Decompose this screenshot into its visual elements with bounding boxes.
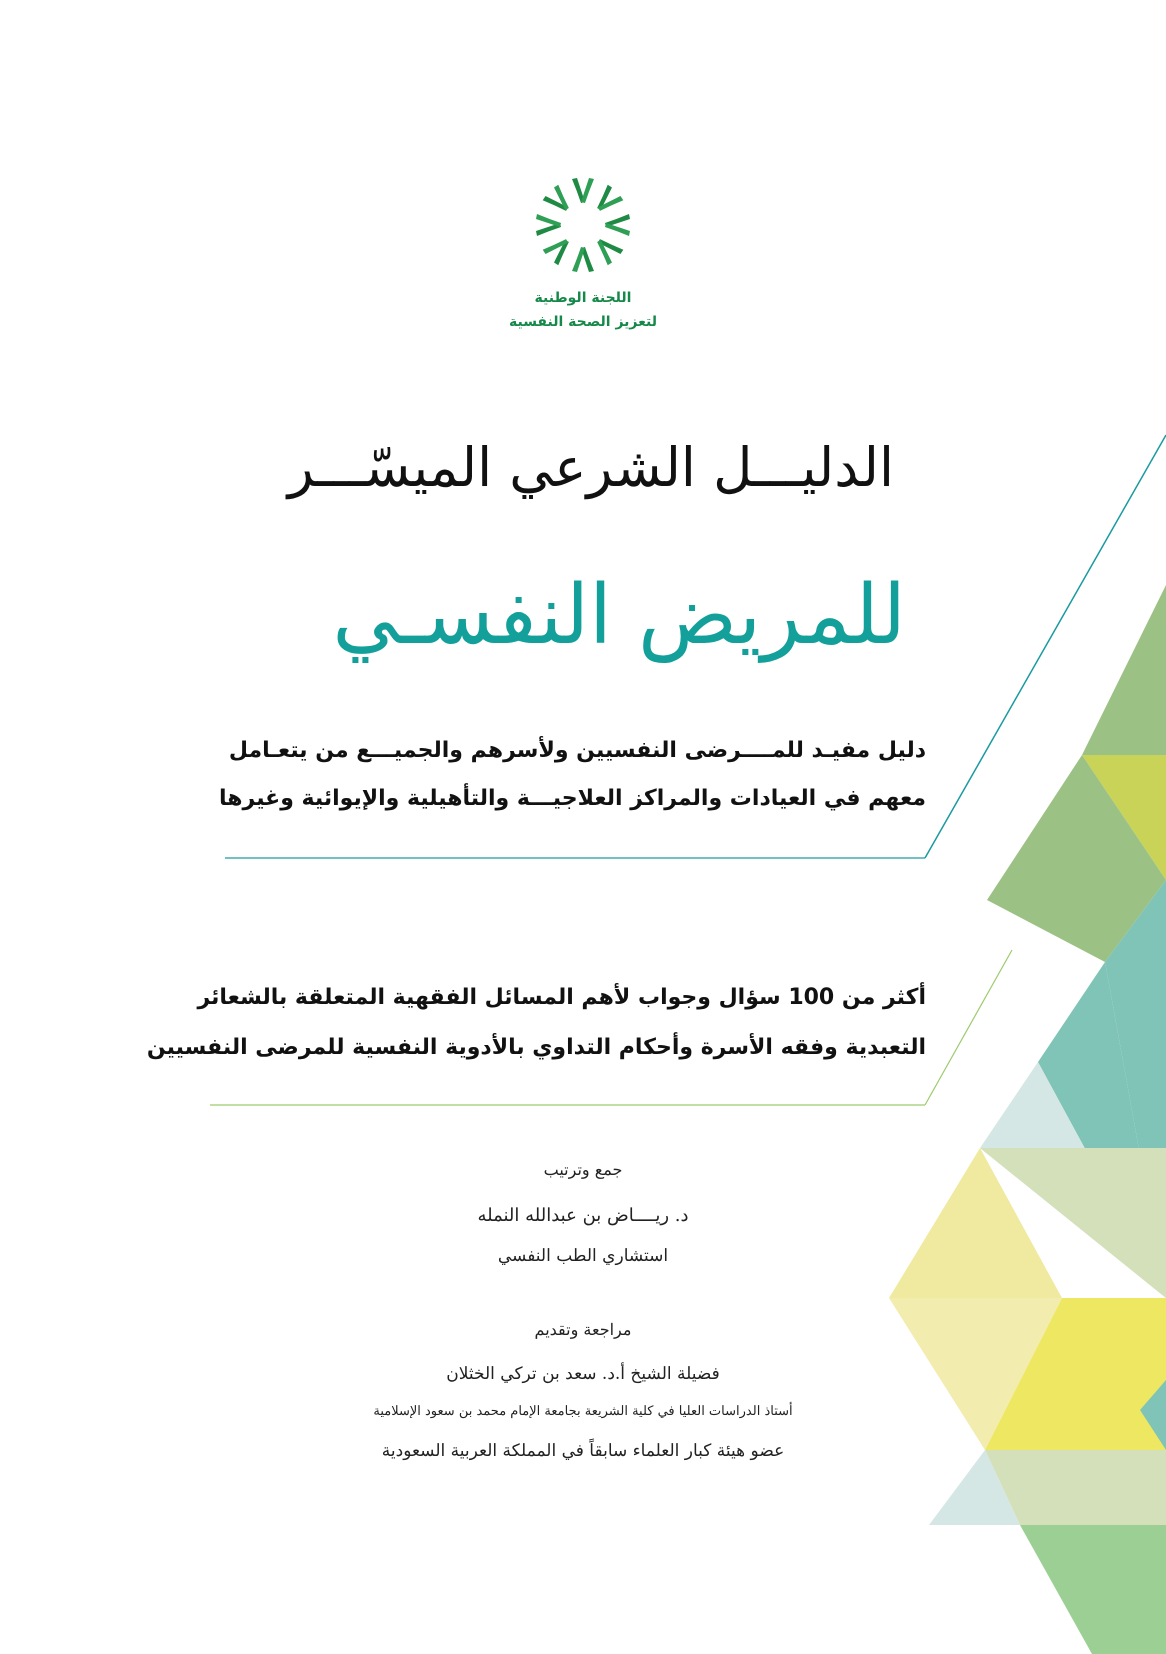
logo-petal (591, 233, 624, 266)
logo-petal (605, 214, 630, 236)
diagonal-line (925, 950, 1012, 1105)
deco-triangle (1020, 1525, 1166, 1654)
document-title: الدليـــل الشرعي الميسّـــر (287, 436, 894, 499)
deco-triangle (1082, 585, 1166, 755)
logo-petal (572, 178, 594, 203)
logo-text-line2: لتعزيز الصحة النفسية (508, 314, 658, 330)
document-subtitle: للمريض النفسـي (332, 568, 906, 663)
description-line-1: دليل مفيـد للمــــرضى النفسيين ولأسرهم والجميـــع من يتعـامل (228, 738, 926, 763)
reviewer-name: فضيلة الشيخ أ.د. سعد بن تركي الخثلان (446, 1364, 720, 1384)
review-label: مراجعة وتقديم (534, 1320, 632, 1339)
logo-petal (536, 214, 561, 236)
description-line-2: معهم في العيادات والمراكز العلاجيـــة والتأهيلية والإيوائية وغيرها (219, 786, 926, 811)
logo-petal (591, 184, 624, 217)
logo-emblem-icon (528, 170, 638, 280)
organization-logo (0, 170, 1166, 340)
author-title: استشاري الطب النفسي (497, 1246, 669, 1266)
logo-petal (542, 233, 575, 266)
logo-text-line1: اللجنة الوطنية (534, 290, 632, 306)
logo-petal (572, 247, 594, 272)
questions-line-2: التعبدية وفقه الأسرة وأحكام التداوي بالأدوية النفسية للمرضى النفسيين (146, 1035, 926, 1060)
logo-petal (542, 184, 575, 217)
reviewer-title-2: عضو هيئة كبار العلماء سابقاً في المملكة العربية السعودية (381, 1441, 785, 1461)
reviewer-title-1: أستاذ الدراسات العليا في كلية الشريعة بجامعة الإمام محمد بن سعود الإسلامية (373, 1404, 793, 1419)
questions-line-1: أكثر من 100 سؤال وجواب لأهم المسائل الفقهية المتعلقة بالشعائر (197, 985, 926, 1010)
compiled-label: جمع وترتيب (543, 1160, 623, 1179)
author-name: د. ريــــاض بن عبدالله النمله (477, 1205, 689, 1226)
